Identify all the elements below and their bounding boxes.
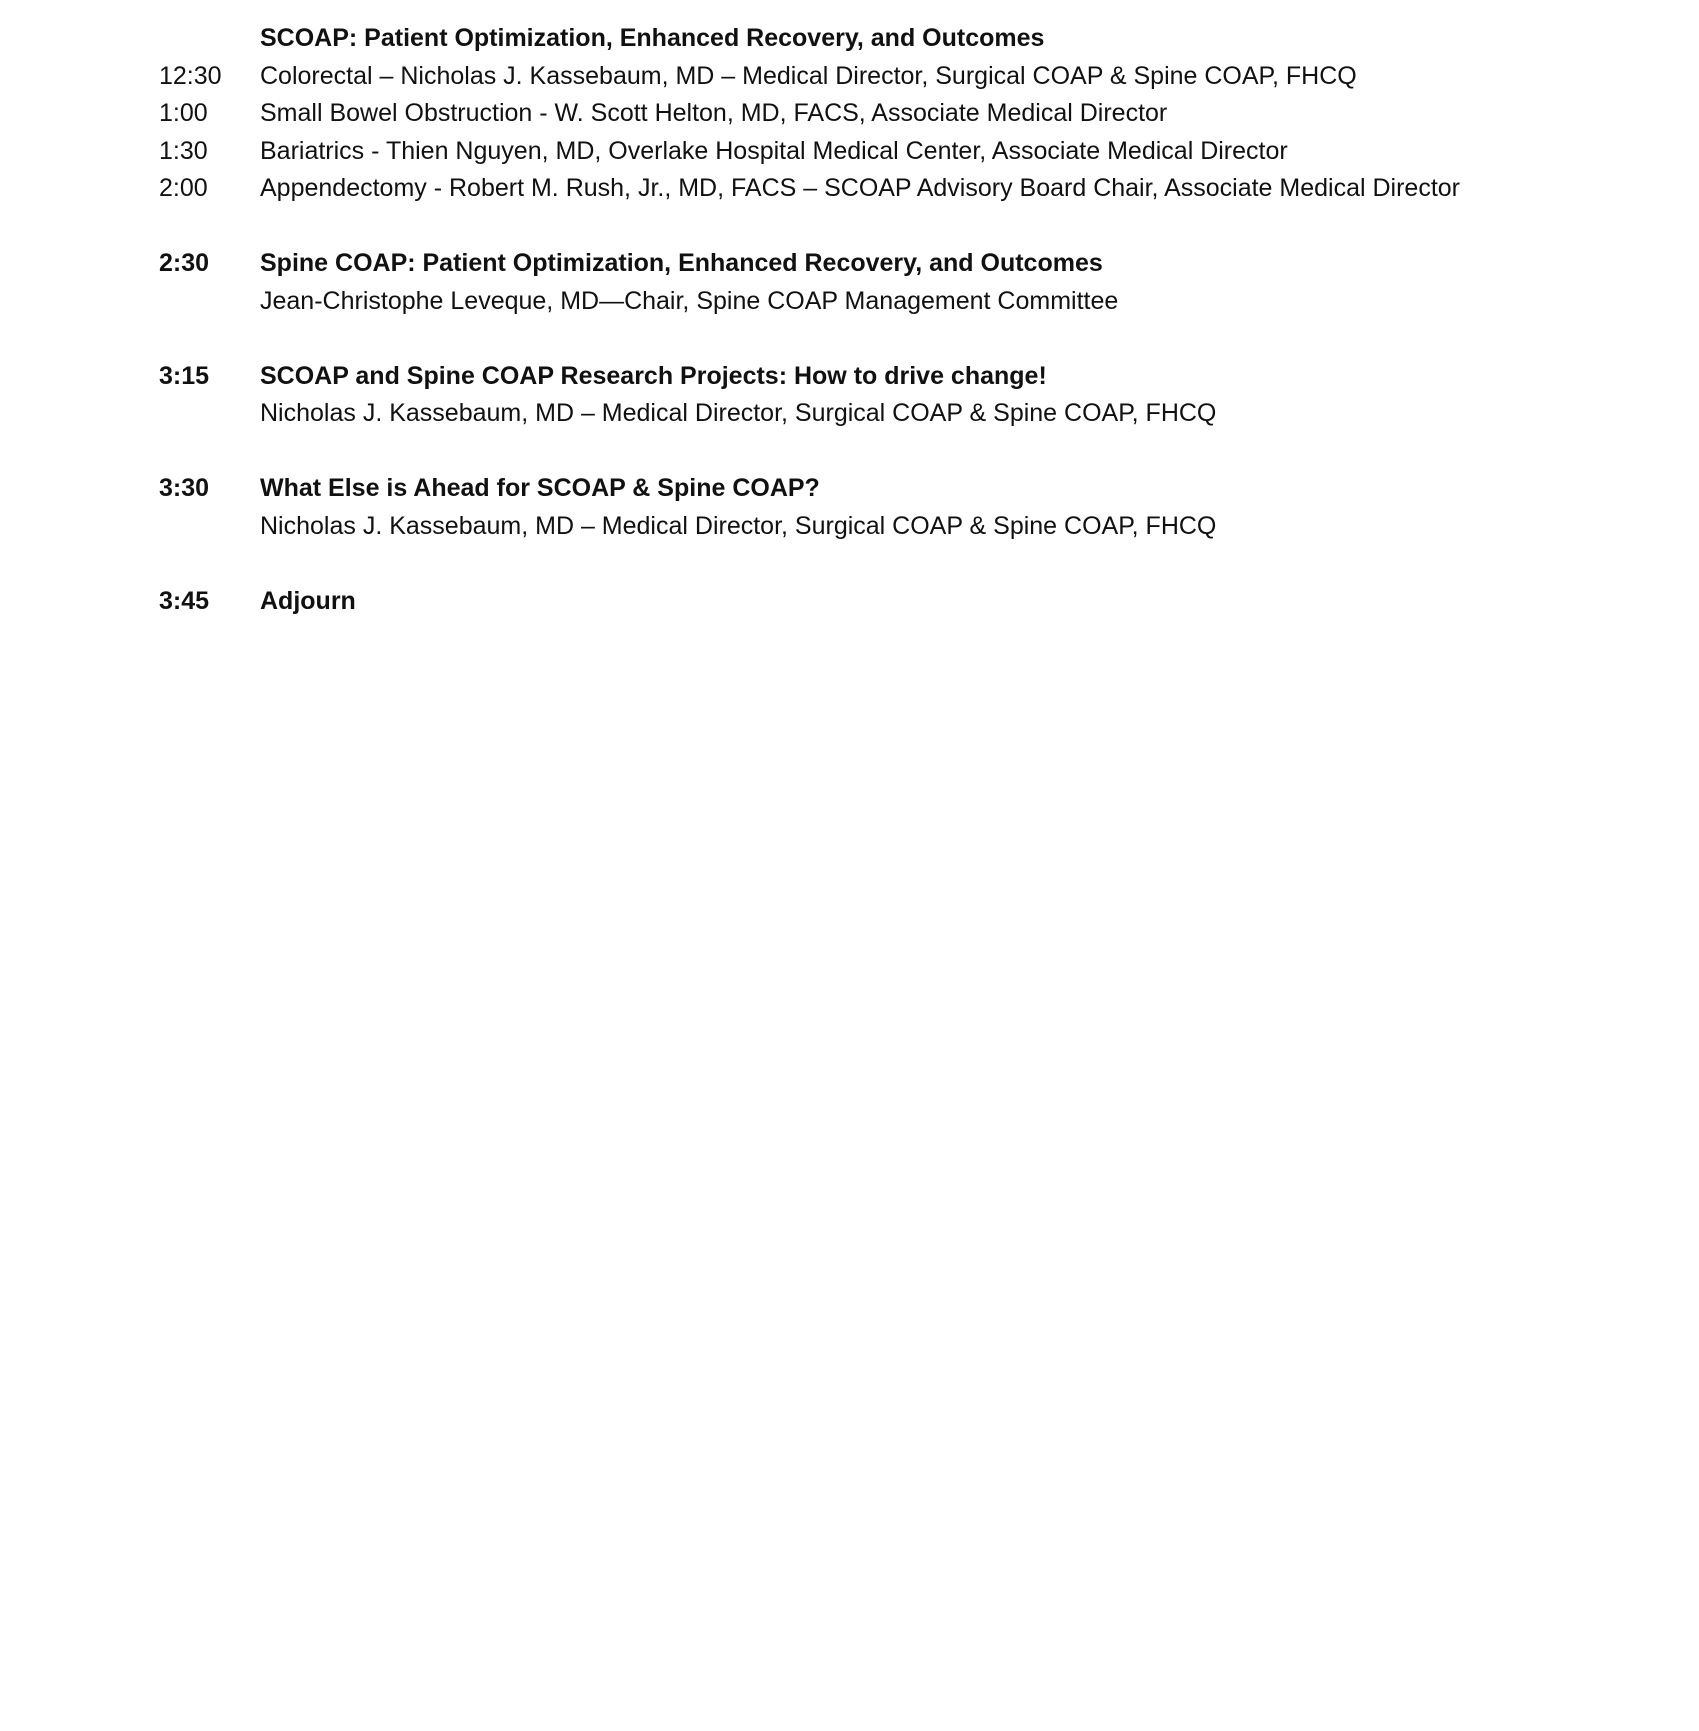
agenda-item-text: Colorectal – Nicholas J. Kassebaum, MD – Medical Director, Surgical COAP & Spine COAP, FHCQ xyxy=(260,61,1357,90)
agenda-item xyxy=(159,170,1659,208)
section-title: Spine COAP: Patient Optimization, Enhanced Recovery, and Outcomes xyxy=(260,249,1103,277)
adjourn-heading xyxy=(159,583,1659,621)
agenda-time: 1:00 xyxy=(159,99,208,127)
agenda-item-text: Appendectomy - Robert M. Rush, Jr., MD, FACS – SCOAP Advisory Board Chair, Associate Medical Director xyxy=(260,174,1460,202)
agenda-time: 3:30 xyxy=(159,474,210,502)
agenda xyxy=(159,20,1659,620)
scoap-section-heading xyxy=(159,20,1659,58)
section-title: SCOAP: Patient Optimization, Enhanced Recovery, and Outcomes xyxy=(260,24,1045,52)
speaker-line xyxy=(159,508,1659,546)
agenda-time: 2:00 xyxy=(159,174,208,202)
section-title: What Else is Ahead for SCOAP & Spine COAP? xyxy=(260,474,820,502)
spine-section-heading xyxy=(159,245,1659,283)
agenda-item-text: Bariatrics - Thien Nguyen, MD, Overlake Hospital Medical Center, Associate Medical Director xyxy=(260,136,1288,165)
speaker-text: Nicholas J. Kassebaum, MD – Medical Director, Surgical COAP & Spine COAP, FHCQ xyxy=(260,399,1217,427)
speaker-text: Nicholas J. Kassebaum, MD – Medical Director, Surgical COAP & Spine COAP, FHCQ xyxy=(260,511,1217,540)
agenda-time: 12:30 xyxy=(159,61,222,90)
agenda-time: 3:45 xyxy=(159,586,210,615)
agenda-item xyxy=(159,133,1659,171)
ahead-section-heading xyxy=(159,470,1659,508)
speaker-line xyxy=(159,395,1659,433)
section-title: Adjourn xyxy=(260,586,356,615)
speaker-line xyxy=(159,283,1659,321)
agenda-time: 1:30 xyxy=(159,136,208,165)
agenda-time: 2:30 xyxy=(159,249,210,277)
research-section-heading xyxy=(159,358,1659,396)
speaker-text: Jean-Christophe Leveque, MD—Chair, Spine COAP Management Committee xyxy=(260,286,1119,315)
agenda-item xyxy=(159,95,1659,133)
section-title: SCOAP and Spine COAP Research Projects: How to drive change! xyxy=(260,361,1047,390)
agenda-time: 3:15 xyxy=(159,361,210,390)
agenda-item-text: Small Bowel Obstruction - W. Scott Helton, MD, FACS, Associate Medical Director xyxy=(260,99,1168,127)
agenda-item xyxy=(159,58,1659,96)
